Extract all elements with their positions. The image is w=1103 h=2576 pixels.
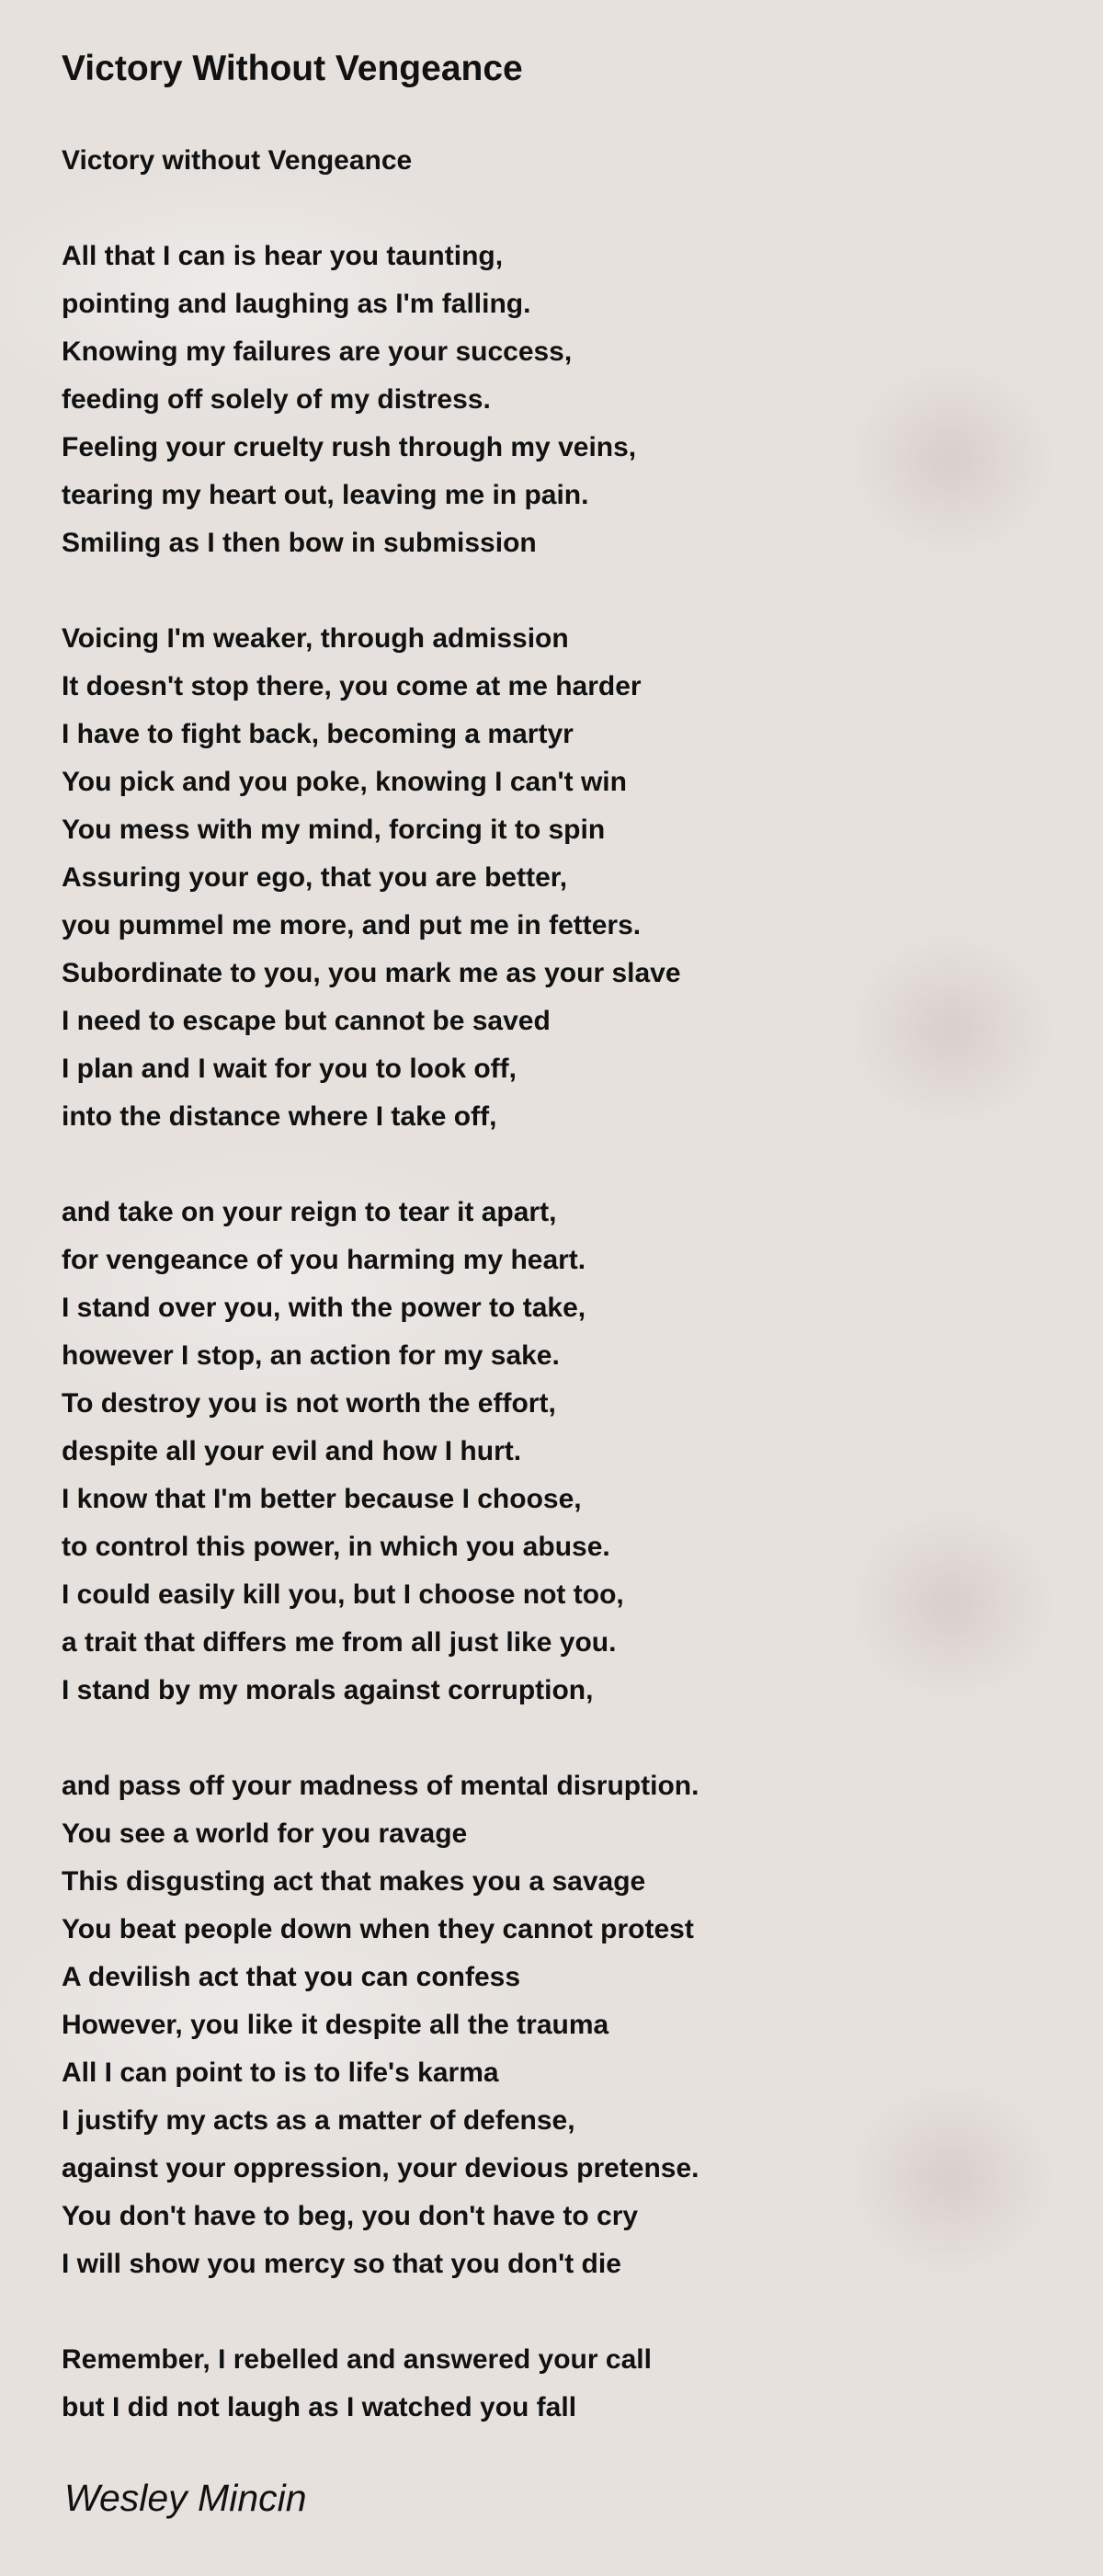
poem-heading-line: Victory without Vengeance	[62, 145, 413, 176]
poem-line: I stand over you, with the power to take,	[62, 1293, 586, 1323]
poem-line: I will show you mercy so that you don't die	[62, 2249, 621, 2279]
poem-line: and take on your reign to tear it apart,	[62, 1197, 557, 1227]
poem-line: against your oppression, your devious pretense.	[62, 2153, 699, 2183]
poem-line: however I stop, an action for my sake.	[62, 1340, 560, 1371]
poem-line: Subordinate to you, you mark me as your slave	[62, 958, 681, 988]
stanza-break	[62, 567, 699, 615]
stanza-break	[62, 185, 699, 233]
poem-line: I justify my acts as a matter of defense,	[62, 2105, 575, 2136]
poem-line: All that I can is hear you taunting,	[62, 241, 504, 271]
poem-line: I know that I'm better because I choose,	[62, 1484, 582, 1514]
poem-line: To destroy you is not worth the effort,	[62, 1388, 556, 1419]
poem-line: and pass off your madness of mental disruption.	[62, 1771, 699, 1801]
poem-line: but I did not laugh as I watched you fall	[62, 2392, 577, 2422]
poem-line: I plan and I wait for you to look off,	[62, 1054, 517, 1084]
author-signature: Wesley Mincin	[64, 2477, 307, 2519]
poem-line: to control this power, in which you abuse.	[62, 1532, 610, 1562]
poem-line: You beat people down when they cannot protest	[62, 1914, 694, 1944]
page-title: Victory Without Vengeance	[62, 49, 523, 88]
poem-line: pointing and laughing as I'm falling.	[62, 289, 531, 319]
poem-line: Feeling your cruelty rush through my veins,	[62, 432, 637, 462]
poem-line: Smiling as I then bow in submission	[62, 528, 537, 558]
poem-line: I have to fight back, becoming a martyr	[62, 719, 574, 749]
poem-line: into the distance where I take off,	[62, 1101, 497, 1132]
poem-line: It doesn't stop there, you come at me harder	[62, 671, 642, 701]
poem-line: I could easily kill you, but I choose not too,	[62, 1579, 624, 1610]
poem-line: despite all your evil and how I hurt.	[62, 1436, 522, 1466]
poem-line: feeding off solely of my distress.	[62, 384, 491, 415]
poem-line: tearing my heart out, leaving me in pain.	[62, 480, 589, 510]
poem-line: you pummel me more, and put me in fetters.	[62, 910, 642, 940]
poem-line: for vengeance of you harming my heart.	[62, 1245, 586, 1275]
poem-line: This disgusting act that makes you a savage	[62, 1866, 646, 1897]
poem-line: However, you like it despite all the trauma	[62, 2010, 609, 2040]
poem-line: You don't have to beg, you don't have to cry	[62, 2201, 639, 2231]
stanza-break	[62, 2288, 699, 2336]
stanza-break	[62, 1141, 699, 1189]
poem-line: a trait that differs me from all just like you.	[62, 1627, 617, 1658]
poem-line: Remember, I rebelled and answered your call	[62, 2344, 652, 2375]
poem-line: Knowing my failures are your success,	[62, 336, 573, 367]
poem-line: Voicing I'm weaker, through admission	[62, 623, 569, 654]
poem-line: I stand by my morals against corruption,	[62, 1675, 594, 1705]
poem-line: You mess with my mind, forcing it to spin	[62, 815, 606, 845]
poem-line: A devilish act that you can confess	[62, 1962, 521, 1992]
poem-body	[62, 137, 699, 2432]
poem-line: Assuring your ego, that you are better,	[62, 862, 568, 893]
poem-line: You pick and you poke, knowing I can't win	[62, 767, 627, 797]
stanza-break	[62, 1715, 699, 1762]
poem-line: All I can point to is to life's karma	[62, 2057, 499, 2088]
poem-line: I need to escape but cannot be saved	[62, 1006, 551, 1036]
poem-line: You see a world for you ravage	[62, 1818, 468, 1849]
